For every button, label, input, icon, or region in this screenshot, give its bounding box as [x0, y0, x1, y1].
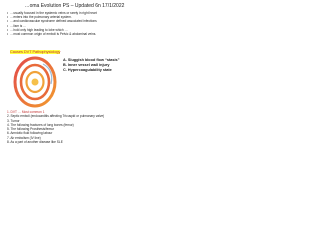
intro-bullet: • …enters into the pulmonary arterial system.	[7, 15, 72, 20]
section-title: Causes DVT Pathophysiology	[10, 50, 61, 54]
callouts	[63, 58, 147, 74]
intro-bullet: • …usually focused in the systemic veins or rarely in right heart	[7, 11, 97, 15]
callout-stasis: A. Sluggish blood flow “stasis”	[63, 58, 120, 62]
intro-bullet: • …hold only high leading to lobe which …	[7, 27, 68, 32]
header-title: …oma Evolution PS – Updated 6n 17/1/2022	[24, 3, 125, 9]
list-item: 6. Amniotic fluid following labour	[7, 131, 53, 136]
callout-injury: B. Inner vessel wall injury	[63, 63, 110, 68]
swirl-core	[32, 79, 39, 86]
list-item: 1. DVT … Most common 1	[7, 110, 45, 114]
list-item: 2. Septic emboli (endocarditis affecting Tricuspid or pulmonary valve)	[7, 114, 105, 119]
virchow-swirl-figure	[13, 56, 58, 108]
callout-hypercoagulability: C. Hypercoagulability state	[63, 68, 112, 73]
list-item: 5. The following Prosthesis/femur	[7, 127, 55, 132]
intro-bullets	[7, 11, 145, 36]
list-item: 3. Tumor	[7, 118, 20, 123]
causes-list	[7, 110, 145, 144]
intro-bullet: • …lism is …	[7, 23, 27, 28]
intro-bullet: • …and cardiovascular syndrome defined associated infections	[7, 19, 97, 24]
list-item: 7. Air embolism (IV line)	[7, 135, 41, 140]
list-item: 4. The following fractures of long bones (femur)	[7, 122, 74, 127]
intro-bullet: • …most common origin of emboli is Pelvic & abdominal veins.	[7, 32, 97, 37]
document-page	[0, 0, 149, 198]
list-item: 8. As a part of another disease like SLE	[7, 140, 63, 145]
page-header	[0, 3, 149, 9]
